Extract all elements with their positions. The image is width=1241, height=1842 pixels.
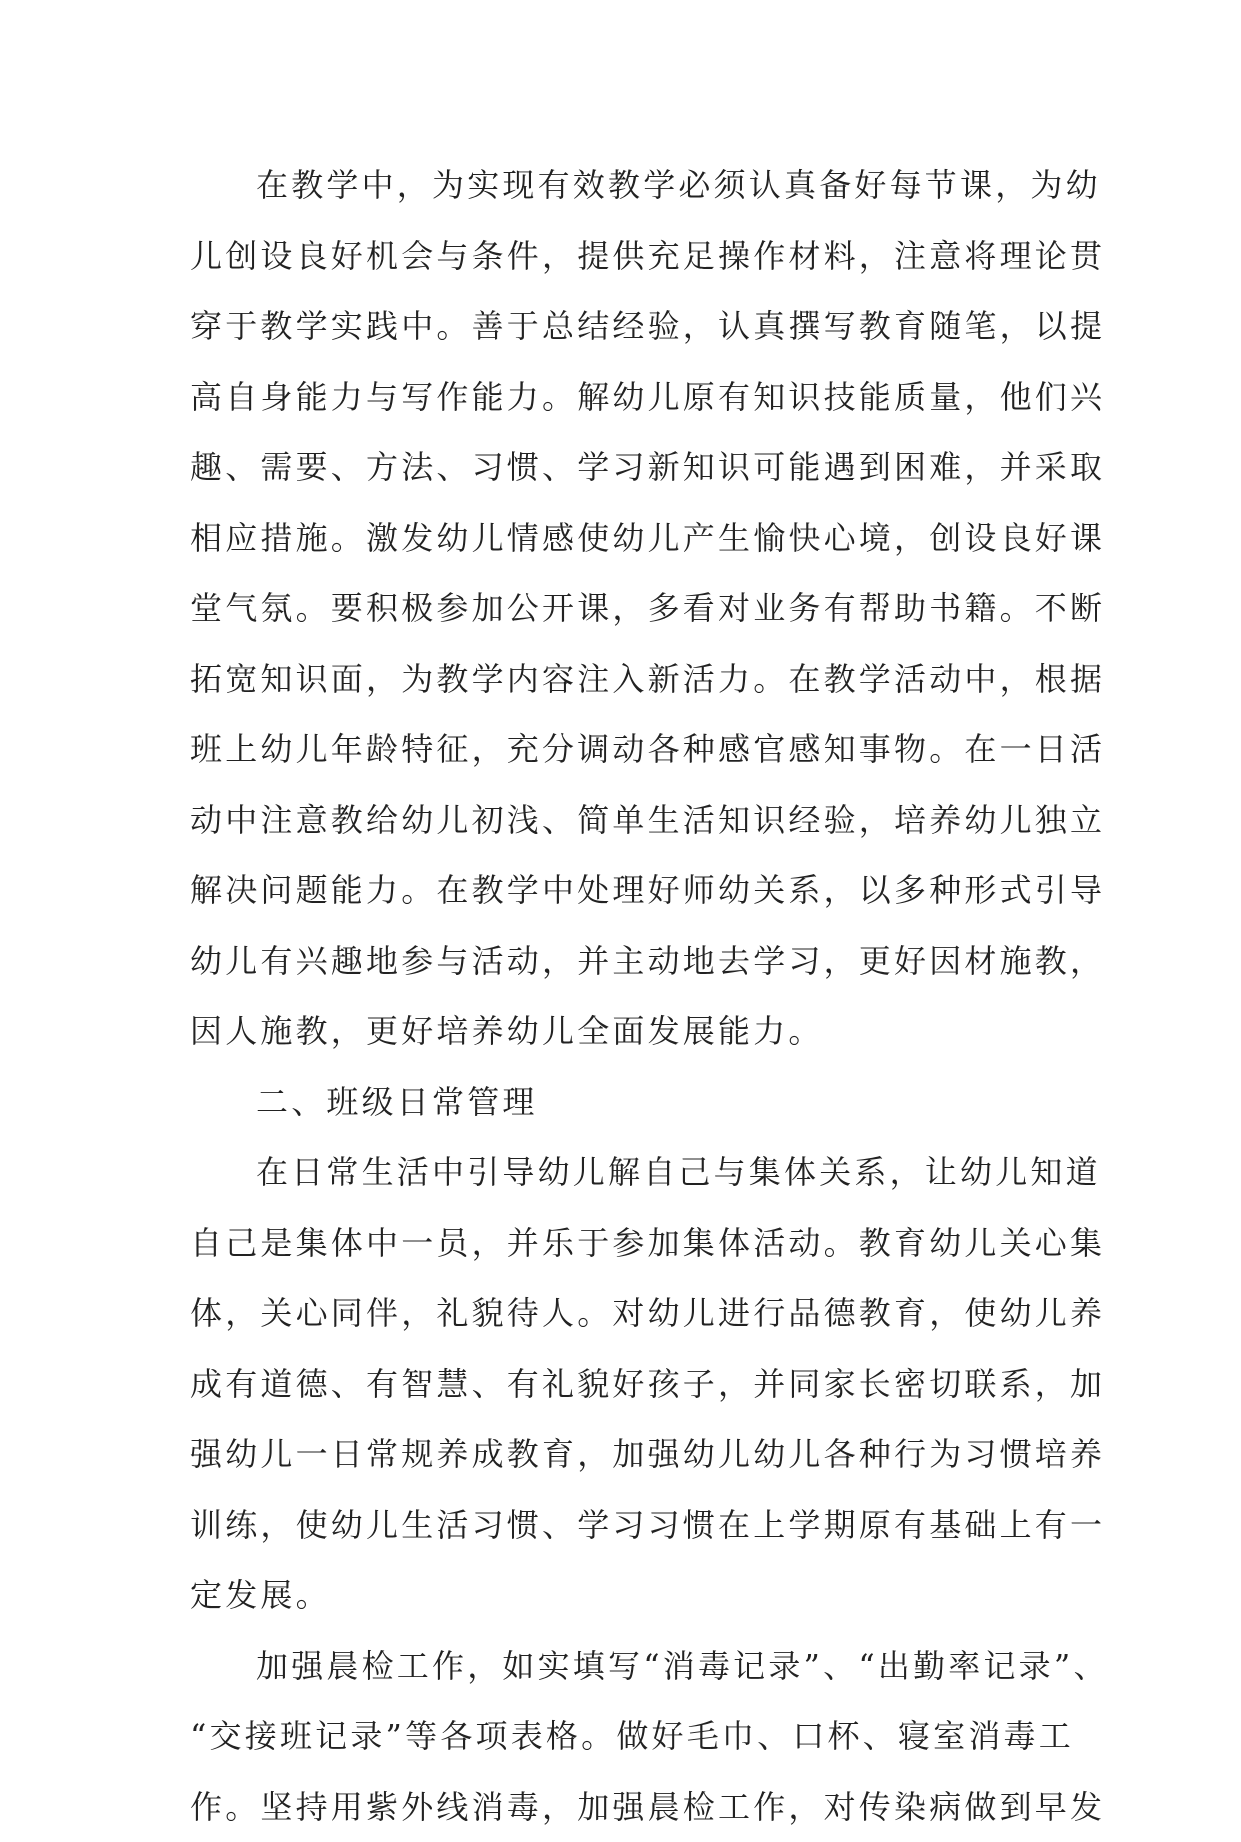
text-line: 成有道德、有智慧、有礼貌好孩子，并同家长密切联系，加 bbox=[190, 1349, 1060, 1420]
document-body bbox=[190, 150, 1060, 1842]
text-line: 训练，使幼儿生活习惯、学习习惯在上学期原有基础上有一 bbox=[190, 1490, 1060, 1561]
section-heading: 二、班级日常管理 bbox=[190, 1067, 1060, 1138]
text-line: 儿创设良好机会与条件，提供充足操作材料，注意将理论贯 bbox=[190, 221, 1060, 292]
text-line: 幼儿有兴趣地参与活动，并主动地去学习，更好因材施教， bbox=[190, 926, 1060, 997]
text-line: 体，关心同伴，礼貌待人。对幼儿进行品德教育，使幼儿养 bbox=[190, 1278, 1060, 1349]
text-line: 加强晨检工作，如实填写“消毒记录”、“出勤率记录”、 bbox=[190, 1631, 1060, 1702]
text-line: 高自身能力与写作能力。解幼儿原有知识技能质量，他们兴 bbox=[190, 362, 1060, 433]
text-line: 定发展。 bbox=[190, 1560, 1060, 1631]
text-line: 拓宽知识面，为教学内容注入新活力。在教学活动中，根据 bbox=[190, 644, 1060, 715]
text-line: 穿于教学实践中。善于总结经验，认真撰写教育随笔，以提 bbox=[190, 291, 1060, 362]
text-line: 班上幼儿年龄特征，充分调动各种感官感知事物。在一日活 bbox=[190, 714, 1060, 785]
text-line: 在日常生活中引导幼儿解自己与集体关系，让幼儿知道 bbox=[190, 1137, 1060, 1208]
text-line: 因人施教，更好培养幼儿全面发展能力。 bbox=[190, 996, 1060, 1067]
text-line: 相应措施。激发幼儿情感使幼儿产生愉快心境，创设良好课 bbox=[190, 503, 1060, 574]
text-line: 堂气氛。要积极参加公开课，多看对业务有帮助书籍。不断 bbox=[190, 573, 1060, 644]
text-line: “交接班记录”等各项表格。做好毛巾、口杯、寝室消毒工 bbox=[190, 1701, 1060, 1772]
text-line: 趣、需要、方法、习惯、学习新知识可能遇到困难，并采取 bbox=[190, 432, 1060, 503]
text-line: 强幼儿一日常规养成教育，加强幼儿幼儿各种行为习惯培养 bbox=[190, 1419, 1060, 1490]
text-line: 作。坚持用紫外线消毒，加强晨检工作，对传染病做到早发 bbox=[190, 1772, 1060, 1842]
text-line: 动中注意教给幼儿初浅、简单生活知识经验，培养幼儿独立 bbox=[190, 785, 1060, 856]
text-line: 解决问题能力。在教学中处理好师幼关系，以多种形式引导 bbox=[190, 855, 1060, 926]
text-line: 在教学中，为实现有效教学必须认真备好每节课，为幼 bbox=[190, 150, 1060, 221]
text-line: 自己是集体中一员，并乐于参加集体活动。教育幼儿关心集 bbox=[190, 1208, 1060, 1279]
